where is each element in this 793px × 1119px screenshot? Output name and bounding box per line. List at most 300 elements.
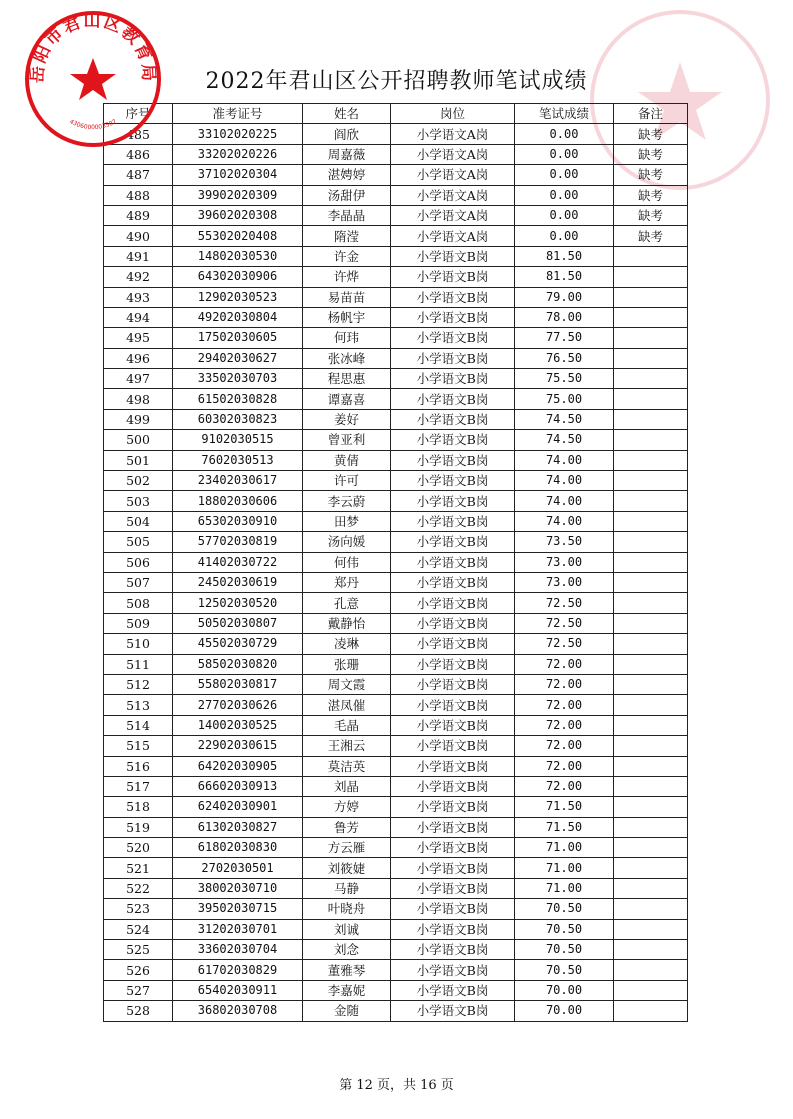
cell-serial: 517 [104,776,173,796]
cell-position: 小学语文B岗 [391,980,515,1000]
cell-score: 70.00 [515,1001,614,1021]
cell-position: 小学语文B岗 [391,287,515,307]
cell-name: 何伟 [303,552,391,572]
table-row [104,858,688,878]
cell-position: 小学语文B岗 [391,634,515,654]
cell-position: 小学语文B岗 [391,307,515,327]
cell-name: 刘念 [303,940,391,960]
cell-position: 小学语文B岗 [391,776,515,796]
cell-exam-id: 55302020408 [173,226,303,246]
cell-score: 79.00 [515,287,614,307]
table-row [104,552,688,572]
cell-name: 刘晶 [303,776,391,796]
seal-text: 岳阳市君山区教育局 [27,11,159,84]
cell-name: 阎欣 [303,124,391,144]
table-row [104,838,688,858]
cell-serial: 522 [104,878,173,898]
cell-score: 75.00 [515,389,614,409]
table-row [104,756,688,776]
cell-score: 71.00 [515,838,614,858]
cell-name: 方云雁 [303,838,391,858]
table-row [104,450,688,470]
cell-remark [614,878,688,898]
cell-exam-id: 58502030820 [173,654,303,674]
cell-score: 78.00 [515,307,614,327]
cell-remark [614,369,688,389]
cell-name: 周嘉薇 [303,144,391,164]
cell-exam-id: 33102020225 [173,124,303,144]
cell-score: 74.00 [515,450,614,470]
table-row [104,654,688,674]
cell-name: 谭嘉喜 [303,389,391,409]
cell-exam-id: 64302030906 [173,267,303,287]
cell-position: 小学语文B岗 [391,409,515,429]
cell-score: 0.00 [515,124,614,144]
cell-exam-id: 61502030828 [173,389,303,409]
cell-remark [614,756,688,776]
cell-position: 小学语文B岗 [391,552,515,572]
cell-serial: 506 [104,552,173,572]
cell-name: 姜好 [303,409,391,429]
cell-position: 小学语文B岗 [391,1001,515,1021]
cell-name: 许金 [303,246,391,266]
cell-score: 81.50 [515,267,614,287]
cell-serial: 501 [104,450,173,470]
cell-score: 74.50 [515,409,614,429]
cell-score: 0.00 [515,185,614,205]
cell-remark [614,919,688,939]
cell-serial: 492 [104,267,173,287]
table-row [104,246,688,266]
cell-serial: 510 [104,634,173,654]
cell-position: 小学语文B岗 [391,450,515,470]
cell-exam-id: 39602020308 [173,205,303,225]
seal-star-icon [70,58,116,100]
cell-exam-id: 65302030910 [173,511,303,531]
header-serial: 序号 [104,104,173,124]
cell-remark [614,715,688,735]
cell-remark: 缺考 [614,226,688,246]
cell-exam-id: 14002030525 [173,715,303,735]
cell-remark [614,532,688,552]
cell-remark [614,552,688,572]
cell-position: 小学语文B岗 [391,899,515,919]
cell-remark [614,572,688,592]
cell-exam-id: 7602030513 [173,450,303,470]
table-row [104,613,688,633]
cell-position: 小学语文A岗 [391,226,515,246]
cell-exam-id: 39502030715 [173,899,303,919]
cell-exam-id: 22902030615 [173,736,303,756]
cell-remark [614,389,688,409]
cell-score: 81.50 [515,246,614,266]
cell-name: 李晶晶 [303,205,391,225]
cell-name: 方婷 [303,797,391,817]
cell-score: 70.50 [515,899,614,919]
cell-name: 许可 [303,471,391,491]
cell-name: 凌琳 [303,634,391,654]
cell-score: 77.50 [515,328,614,348]
cell-remark [614,430,688,450]
cell-name: 张珊 [303,654,391,674]
cell-serial: 513 [104,695,173,715]
cell-position: 小学语文B岗 [391,736,515,756]
cell-name: 郑丹 [303,572,391,592]
cell-remark: 缺考 [614,205,688,225]
cell-position: 小学语文B岗 [391,756,515,776]
table-row [104,674,688,694]
table-row [104,165,688,185]
cell-position: 小学语文B岗 [391,511,515,531]
cell-score: 71.50 [515,797,614,817]
cell-serial: 497 [104,369,173,389]
cell-remark [614,593,688,613]
cell-remark [614,471,688,491]
cell-position: 小学语文B岗 [391,430,515,450]
cell-position: 小学语文B岗 [391,389,515,409]
table-row [104,185,688,205]
cell-name: 汤向媛 [303,532,391,552]
cell-serial: 516 [104,756,173,776]
cell-serial: 504 [104,511,173,531]
cell-position: 小学语文B岗 [391,817,515,837]
cell-remark [614,1001,688,1021]
cell-exam-id: 29402030627 [173,348,303,368]
table-row [104,572,688,592]
cell-position: 小学语文A岗 [391,185,515,205]
cell-name: 刘筱婕 [303,858,391,878]
cell-position: 小学语文B岗 [391,246,515,266]
table-row [104,940,688,960]
cell-position: 小学语文B岗 [391,328,515,348]
cell-serial: 523 [104,899,173,919]
cell-serial: 514 [104,715,173,735]
cell-serial: 498 [104,389,173,409]
cell-serial: 524 [104,919,173,939]
table-row [104,226,688,246]
cell-remark [614,980,688,1000]
table-row [104,919,688,939]
cell-position: 小学语文B岗 [391,613,515,633]
cell-position: 小学语文B岗 [391,715,515,735]
cell-exam-id: 60302030823 [173,409,303,429]
cell-position: 小学语文B岗 [391,960,515,980]
cell-exam-id: 49202030804 [173,307,303,327]
cell-position: 小学语文B岗 [391,593,515,613]
cell-serial: 503 [104,491,173,511]
cell-serial: 520 [104,838,173,858]
cell-serial: 525 [104,940,173,960]
cell-serial: 515 [104,736,173,756]
table-row [104,736,688,756]
cell-name: 叶晓舟 [303,899,391,919]
cell-remark [614,940,688,960]
cell-exam-id: 27702030626 [173,695,303,715]
table-row [104,389,688,409]
cell-remark [614,307,688,327]
cell-serial: 519 [104,817,173,837]
cell-serial: 505 [104,532,173,552]
cell-position: 小学语文B岗 [391,674,515,694]
cell-serial: 512 [104,674,173,694]
cell-serial: 507 [104,572,173,592]
cell-serial: 487 [104,165,173,185]
cell-remark [614,654,688,674]
cell-exam-id: 36802030708 [173,1001,303,1021]
cell-exam-id: 37102020304 [173,165,303,185]
cell-score: 76.50 [515,348,614,368]
cell-name: 王湘云 [303,736,391,756]
cell-serial: 489 [104,205,173,225]
cell-name: 何玮 [303,328,391,348]
cell-position: 小学语文B岗 [391,267,515,287]
header-position: 岗位 [391,104,515,124]
table-row [104,430,688,450]
cell-score: 73.00 [515,552,614,572]
cell-score: 72.00 [515,695,614,715]
cell-exam-id: 64202030905 [173,756,303,776]
cell-score: 0.00 [515,144,614,164]
cell-exam-id: 9102030515 [173,430,303,450]
cell-remark [614,348,688,368]
table-row [104,634,688,654]
table-row [104,980,688,1000]
header-remark: 备注 [614,104,688,124]
cell-serial: 518 [104,797,173,817]
cell-serial: 486 [104,144,173,164]
cell-remark [614,613,688,633]
cell-remark [614,511,688,531]
cell-score: 72.50 [515,593,614,613]
cell-name: 戴静怡 [303,613,391,633]
header-score: 笔试成绩 [515,104,614,124]
cell-remark [614,858,688,878]
cell-name: 莫洁英 [303,756,391,776]
cell-exam-id: 18802030606 [173,491,303,511]
cell-name: 马静 [303,878,391,898]
cell-serial: 490 [104,226,173,246]
cell-exam-id: 65402030911 [173,980,303,1000]
page-title: 2022年君山区公开招聘教师笔试成绩 [205,69,588,94]
cell-remark [614,960,688,980]
table-row [104,267,688,287]
score-table [103,103,688,1022]
cell-remark [614,674,688,694]
cell-serial: 527 [104,980,173,1000]
cell-exam-id: 61802030830 [173,838,303,858]
cell-serial: 502 [104,471,173,491]
cell-position: 小学语文B岗 [391,654,515,674]
table-row [104,409,688,429]
cell-score: 75.50 [515,369,614,389]
cell-score: 71.00 [515,878,614,898]
table-row [104,307,688,327]
cell-score: 73.00 [515,572,614,592]
table-row [104,715,688,735]
cell-name: 隋滢 [303,226,391,246]
cell-exam-id: 50502030807 [173,613,303,633]
table-row [104,532,688,552]
cell-exam-id: 61302030827 [173,817,303,837]
cell-exam-id: 38002030710 [173,878,303,898]
cell-remark [614,491,688,511]
cell-score: 70.50 [515,919,614,939]
cell-exam-id: 62402030901 [173,797,303,817]
cell-remark [614,838,688,858]
cell-name: 黄倩 [303,450,391,470]
cell-score: 72.00 [515,654,614,674]
cell-position: 小学语文B岗 [391,348,515,368]
cell-score: 72.50 [515,613,614,633]
cell-exam-id: 23402030617 [173,471,303,491]
cell-remark: 缺考 [614,185,688,205]
cell-score: 72.00 [515,776,614,796]
cell-remark [614,409,688,429]
cell-position: 小学语文A岗 [391,165,515,185]
cell-name: 田梦 [303,511,391,531]
cell-score: 0.00 [515,205,614,225]
cell-exam-id: 45502030729 [173,634,303,654]
cell-serial: 491 [104,246,173,266]
table-row [104,511,688,531]
table-row [104,328,688,348]
table-row [104,144,688,164]
table-row [104,348,688,368]
cell-name: 李嘉妮 [303,980,391,1000]
table-row [104,878,688,898]
cell-remark [614,736,688,756]
cell-score: 72.00 [515,715,614,735]
cell-position: 小学语文B岗 [391,838,515,858]
cell-position: 小学语文A岗 [391,124,515,144]
cell-name: 董雅琴 [303,960,391,980]
cell-score: 73.50 [515,532,614,552]
cell-remark [614,246,688,266]
cell-score: 71.00 [515,858,614,878]
cell-name: 李云蔚 [303,491,391,511]
cell-remark [614,776,688,796]
cell-score: 70.50 [515,960,614,980]
table-row [104,491,688,511]
cell-serial: 528 [104,1001,173,1021]
cell-exam-id: 55802030817 [173,674,303,694]
cell-exam-id: 66602030913 [173,776,303,796]
cell-score: 72.00 [515,736,614,756]
table-row [104,205,688,225]
official-seal [22,8,164,150]
cell-score: 74.50 [515,430,614,450]
cell-score: 0.00 [515,165,614,185]
cell-position: 小学语文B岗 [391,797,515,817]
cell-score: 74.00 [515,511,614,531]
cell-name: 杨帆宇 [303,307,391,327]
cell-score: 74.00 [515,491,614,511]
cell-score: 70.50 [515,940,614,960]
cell-position: 小学语文B岗 [391,369,515,389]
cell-serial: 496 [104,348,173,368]
cell-position: 小学语文B岗 [391,471,515,491]
cell-remark [614,450,688,470]
cell-score: 72.50 [515,634,614,654]
cell-remark [614,899,688,919]
cell-score: 72.00 [515,756,614,776]
cell-exam-id: 33202020226 [173,144,303,164]
cell-serial: 495 [104,328,173,348]
cell-serial: 526 [104,960,173,980]
cell-remark [614,328,688,348]
header-exam-id: 准考证号 [173,104,303,124]
cell-score: 0.00 [515,226,614,246]
cell-serial: 499 [104,409,173,429]
cell-score: 72.00 [515,674,614,694]
cell-position: 小学语文B岗 [391,878,515,898]
cell-name: 毛晶 [303,715,391,735]
cell-name: 张冰峰 [303,348,391,368]
table-row [104,287,688,307]
table-row [104,960,688,980]
cell-name: 鲁芳 [303,817,391,837]
cell-remark: 缺考 [614,124,688,144]
cell-position: 小学语文B岗 [391,940,515,960]
table-row [104,695,688,715]
table-header-row [104,104,688,124]
cell-exam-id: 33502030703 [173,369,303,389]
cell-name: 易苗苗 [303,287,391,307]
cell-serial: 521 [104,858,173,878]
cell-position: 小学语文A岗 [391,144,515,164]
cell-serial: 508 [104,593,173,613]
seal-code: 4306000003507 [68,118,118,132]
cell-serial: 500 [104,430,173,450]
cell-exam-id: 12902030523 [173,287,303,307]
cell-exam-id: 33602030704 [173,940,303,960]
cell-name: 孔意 [303,593,391,613]
table-row [104,797,688,817]
cell-score: 70.00 [515,980,614,1000]
cell-position: 小学语文B岗 [391,858,515,878]
cell-position: 小学语文B岗 [391,491,515,511]
cell-name: 曾亚利 [303,430,391,450]
cell-exam-id: 17502030605 [173,328,303,348]
cell-remark [614,817,688,837]
table-row [104,899,688,919]
cell-exam-id: 57702030819 [173,532,303,552]
table-row [104,471,688,491]
cell-name: 汤甜伊 [303,185,391,205]
cell-position: 小学语文B岗 [391,572,515,592]
header-name: 姓名 [303,104,391,124]
cell-score: 71.50 [515,817,614,837]
cell-remark [614,267,688,287]
page-footer: 第 12 页，共 16 页 [339,1078,454,1093]
cell-exam-id: 31202030701 [173,919,303,939]
cell-exam-id: 24502030619 [173,572,303,592]
table-row [104,593,688,613]
cell-exam-id: 12502030520 [173,593,303,613]
cell-serial: 494 [104,307,173,327]
cell-exam-id: 2702030501 [173,858,303,878]
cell-name: 湛凤催 [303,695,391,715]
cell-serial: 485 [104,124,173,144]
cell-name: 刘诚 [303,919,391,939]
cell-exam-id: 14802030530 [173,246,303,266]
cell-remark [614,797,688,817]
cell-remark [614,634,688,654]
cell-name: 周文霞 [303,674,391,694]
cell-serial: 511 [104,654,173,674]
cell-remark [614,695,688,715]
cell-exam-id: 41402030722 [173,552,303,572]
